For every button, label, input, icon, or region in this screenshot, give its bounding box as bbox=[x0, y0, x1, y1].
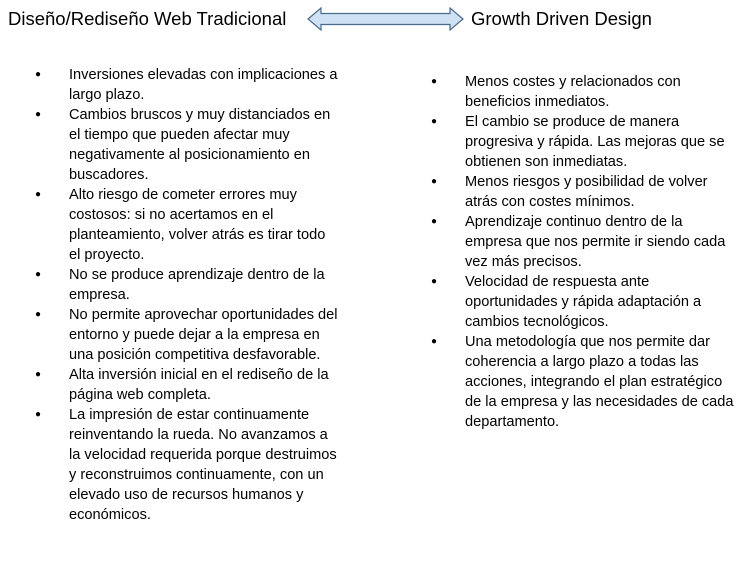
double-headed-arrow-icon bbox=[307, 7, 464, 31]
double-headed-arrow-shape bbox=[308, 8, 463, 30]
list-item: ● El cambio se produce de manera progresiva y rápida. Las mejoras que se obtienen son inmediatas. bbox=[426, 112, 738, 172]
list-item: ● Aprendizaje continuo dentro de la empresa que nos permite ir siendo cada vez más precisos. bbox=[426, 212, 738, 272]
list-item: ● Una metodología que nos permite dar coherencia a largo plazo a todas las acciones, integrando el plan estratégico de la empresa y las necesidades de cada departamento. bbox=[426, 332, 738, 432]
list-item: ● Alta inversión inicial en el rediseño de la página web completa. bbox=[30, 365, 340, 405]
growth-driven-design-list bbox=[426, 72, 738, 432]
list-item: ● Velocidad de respuesta ante oportunidades y rápida adaptación a cambios tecnológicos. bbox=[426, 272, 738, 332]
list-item: ● La impresión de estar continuamente reinventando la rueda. No avanzamos a la velocidad requerida porque destruimos y reconstruimos continuamente, con un elevado uso de recursos humanos y económicos. bbox=[30, 405, 340, 525]
left-column-heading: Diseño/Rediseño Web Tradicional bbox=[8, 8, 287, 29]
list-item: ● No se produce aprendizaje dentro de la empresa. bbox=[30, 265, 340, 305]
list-item: ● Cambios bruscos y muy distanciados en el tiempo que pueden afectar muy negativamente al posicionamiento en buscadores. bbox=[30, 105, 340, 185]
right-column-heading: Growth Driven Design bbox=[471, 8, 652, 29]
list-item: ● Inversiones elevadas con implicaciones a largo plazo. bbox=[30, 65, 340, 105]
list-item: ● No permite aprovechar oportunidades del entorno y puede dejar a la empresa en una posición competitiva desfavorable. bbox=[30, 305, 340, 365]
list-item: ● Menos riesgos y posibilidad de volver atrás con costes mínimos. bbox=[426, 172, 738, 212]
traditional-design-list bbox=[30, 65, 340, 525]
list-item: ● Alto riesgo de cometer errores muy costosos: si no acertamos en el planteamiento, volver atrás es tirar todo el proyecto. bbox=[30, 185, 340, 265]
list-item: ● Menos costes y relacionados con beneficios inmediatos. bbox=[426, 72, 738, 112]
